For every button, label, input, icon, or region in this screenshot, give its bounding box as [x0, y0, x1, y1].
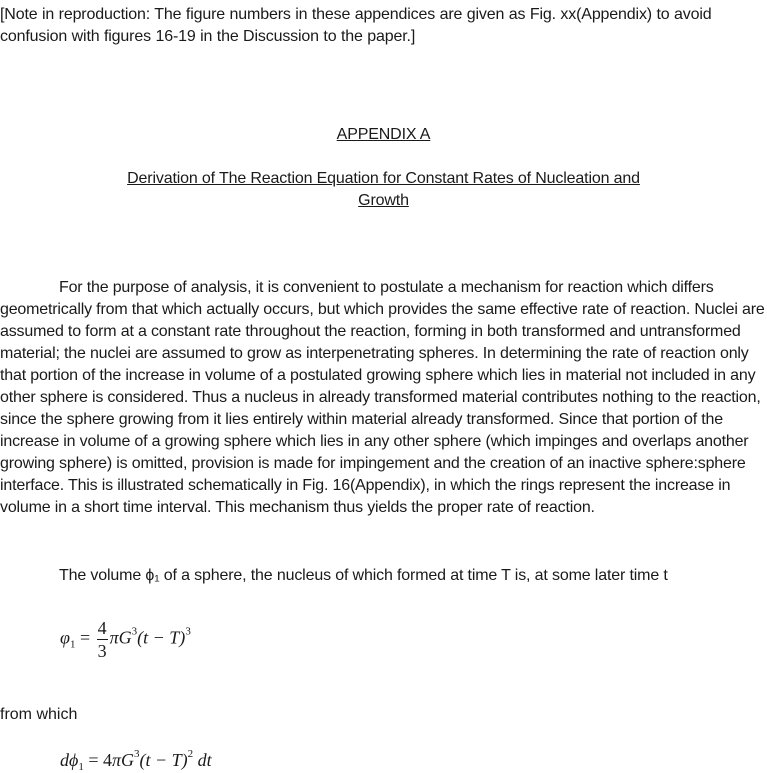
eq2-tail: dt: [193, 750, 212, 770]
eq1-lhs: φ: [60, 627, 70, 648]
eq2-paren-exp: 2: [187, 748, 194, 760]
volume-definition-line: The volume ϕ₁ of a sphere, the nucleus of which formed at time T is, at some later time t: [59, 567, 668, 584]
appendix-subtitle: Derivation of The Reaction Equation for Constant Rates of Nucleation and Growth: [127, 170, 640, 209]
eq1-G: G: [118, 627, 132, 648]
eq1-paren-exp: 3: [185, 625, 191, 638]
eq2-equals: =: [83, 750, 103, 770]
eq1-G-exp: 3: [131, 625, 138, 638]
eq2-pi: π: [111, 750, 122, 770]
equation-sphere-volume: [60, 617, 191, 667]
eq2-G-exp: 3: [134, 748, 140, 760]
eq2-G: G: [121, 750, 135, 770]
eq1-paren: (t − T): [137, 627, 186, 648]
eq1-pi: π: [109, 627, 119, 648]
appendix-heading: APPENDIX A: [336, 126, 431, 143]
eq1-frac-num: 4: [97, 618, 107, 638]
body-paragraph: For the purpose of analysis, it is convenient to postulate a mechanism for reaction which differs geometrically from that which actually occurs, but which provides the same effective rate of reaction. Nuclei are assumed to form at a constant rate throughout the reaction, forming in both transformed and untransformed material; the nuclei are assumed to grow as interpenetrating spheres. In determining the rate of reaction only that portion of the increase in volume of a postulated growing sphere which lies in material not included in any other sphere is considered. Thus a nucleus in already transformed material contributes nothing to the reaction, since the sphere growing from it lies entirely within material already transformed. Since that portion of the increase in volume of a growing sphere which lies in any other sphere (which impinges and overlaps another growing sphere) is omitted, provision is made for impingement and the creation of an inactive sphere:sphere interface. This is illustrated schematically in Fig. 16(Appendix), in which the rings represent the increase in volume in a short time interval. This mechanism thus yields the proper rate of reaction.: [0, 279, 765, 516]
from-which-text: from which: [0, 706, 78, 723]
eq2-coef: 4: [102, 750, 112, 770]
eq1-frac-den: 3: [97, 641, 107, 661]
eq2-lhs: dϕ: [60, 750, 79, 770]
equation-volume-differential: [60, 748, 212, 773]
eq1-fraction: [97, 617, 108, 662]
eq1-equals: =: [75, 627, 95, 648]
eq2-paren: (t − T): [139, 750, 188, 770]
eq2-lhs-sub: 1: [78, 761, 84, 773]
eq1-lhs-sub: 1: [69, 638, 76, 651]
reproduction-note: [Note in reproduction: The figure numbers in these appendices are given as Fig. xx(Appendix) to avoid confusion with figures 16-19 in the Discussion to the paper.]: [0, 6, 712, 45]
